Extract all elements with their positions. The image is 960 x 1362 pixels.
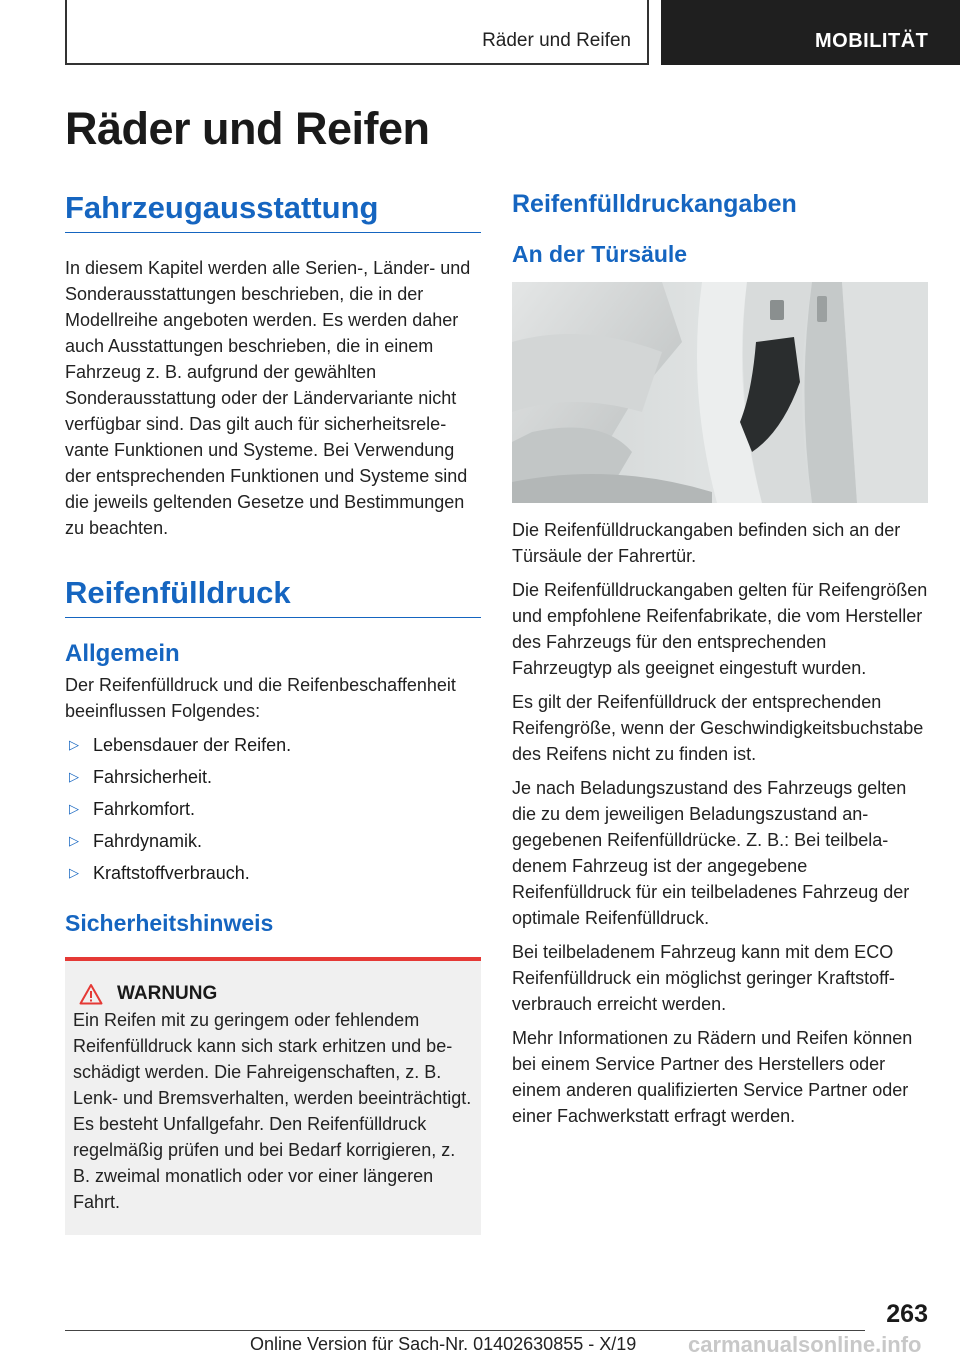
header-section-box [65, 0, 649, 65]
heading-sicherheitshinweis: Sicherheitshinweis [65, 910, 274, 936]
page-number: 263 [886, 1300, 928, 1328]
list-item: ▷ Fahrdynamik. [65, 828, 481, 854]
heading-reifenfuelldruck: Reifenfülldruck [65, 575, 481, 618]
triangle-bullet-icon: ▷ [69, 865, 79, 880]
bullet-list [65, 732, 481, 886]
triangle-bullet-icon: ▷ [69, 833, 79, 848]
triangle-bullet-icon: ▷ [69, 769, 79, 784]
paragraph-right-3: Es gilt der Reifenfülldruck der entsprechenden Reifengröße, wenn der Geschwindigkeitsbuchstabe des Reifens nicht zu finden ist. [512, 692, 924, 764]
paragraph-fahrzeugausstattung: In diesem Kapitel werden alle Serien-, Länder- und Sonderausstattungen beschrieben, die in der Modellreihe angeboten werden. Es werden daher auch Ausstattungen beschrieben, die in einem Fahrzeug z. B. aufgrund der gewählten Sonderausstattung oder der Ländervariante nicht verfügbar sind. Das gilt auch für sicherheitsrelevante Funktionen und Systeme. Bei Verwendung der entsprechenden Funktionen und Systeme sind die jeweils geltenden Gesetze und Bestimmungen zu beachten. [65, 258, 471, 538]
paragraph-right-5: Bei teilbeladenem Fahrzeug kann mit dem ECO Reifenfülldruck ein möglichst geringer Kraftstoffverbrauch erreicht werden. [512, 942, 895, 1014]
header-chapter-label: MOBILITÄT [815, 30, 929, 52]
triangle-bullet-icon: ▷ [69, 737, 79, 752]
heading-an-der-tuersaeule: An der Türsäule [512, 241, 688, 267]
paragraph-right-6: Mehr Informationen zu Rädern und Reifen können bei einem Service Partner des Herstellers oder einem anderen qualifizierten Service Partner oder einer Fachwerkstatt erfragt werden. [512, 1028, 913, 1126]
footer-online-version: Online Version für Sach-Nr. 01402630855 - X/19 [250, 1334, 637, 1354]
warning-text: Ein Reifen mit zu geringem oder fehlendem Reifenfülldruck kann sich stark erhitzen und beschädigt werden. Die Fahreigenschaften, z. B. Lenk- und Bremsverhalten, werden beeinträchtigt. Es besteht Unfallgefahr. Den Reifenfülldruck regelmäßig prüfen und bei Bedarf korrigieren, z. B. zweimal monatlich oder vor einer längeren Fahrt. [73, 1010, 472, 1212]
warning-label: WARNUNG [117, 983, 218, 1004]
watermark: carmanualsonline.info [688, 1332, 922, 1357]
warning-header [73, 983, 473, 1005]
header-section-title: Räder und Reifen [482, 30, 631, 51]
door-pillar-illustration [512, 282, 928, 503]
triangle-bullet-icon: ▷ [69, 801, 79, 816]
list-item: ▷ Lebensdauer der Reifen. [65, 732, 481, 758]
warning-triangle-icon [79, 983, 103, 1005]
heading-reifenfuelldruckangaben: Reifenfülldruckangaben [512, 190, 797, 218]
paragraph-right-2: Die Reifenfülldruckangaben gelten für Reifengrößen und empfohlene Reifenfabrikate, die vom Hersteller des Fahrzeugs für den entsprechenden Fahrzeugtyp als geeignet eingestuft wurden. [512, 580, 928, 678]
heading-fahrzeugausstattung: Fahrzeugausstattung [65, 190, 481, 233]
warning-box [65, 957, 481, 1235]
door-pillar-image [512, 282, 928, 503]
list-item: ▷ Kraftstoffverbrauch. [65, 860, 481, 886]
heading-allgemein: Allgemein [65, 640, 180, 667]
left-column [65, 190, 481, 1235]
list-item: ▷ Fahrkomfort. [65, 796, 481, 822]
footer-divider [65, 1330, 865, 1331]
page-title: Räder und Reifen [65, 103, 430, 154]
list-item: ▷ Fahrsicherheit. [65, 764, 481, 790]
paragraph-right-4: Je nach Beladungszustand des Fahrzeugs gelten die zu dem jeweiligen Beladungszustand angegebenen Reifenfülldrücke. Z. B.: Bei teilbeladenem Fahrzeug ist der angegebene Reifenfülldruck für ein teilbeladenes Fahrzeug der optimale Reifenfülldruck. [512, 778, 910, 928]
paragraph-allgemein: Der Reifenfülldruck und die Reifenbeschaffenheit beeinflussen Folgendes: [65, 675, 456, 721]
paragraph-right-1: Die Reifenfülldruckangaben befinden sich an der Türsäule der Fahrertür. [512, 520, 901, 566]
header-chapter-tab [661, 0, 960, 65]
right-column [512, 190, 928, 1129]
